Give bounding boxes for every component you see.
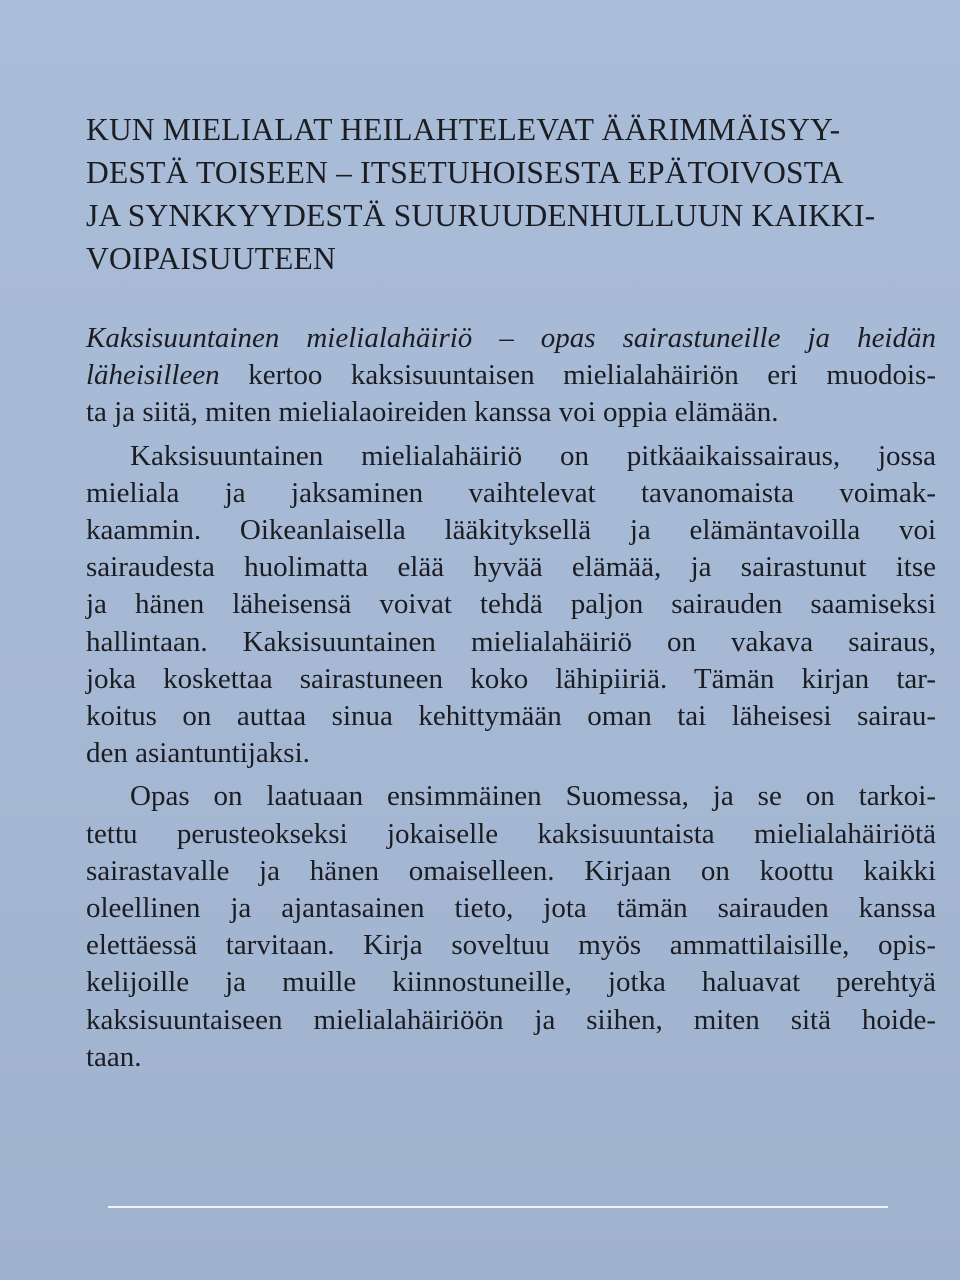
text-line: taan. bbox=[86, 1040, 142, 1073]
text-line: sairastavalle ja hänen omaiselleen. Kirjaan on koottu kaikki bbox=[86, 854, 936, 887]
text-line: tettu perusteokseksi jokaiselle kaksisuuntaista mielialahäiriötä bbox=[86, 817, 936, 850]
heading-line: VOIPAISUUTEEN bbox=[86, 241, 336, 276]
book-title-italic: läheisilleen bbox=[86, 359, 220, 392]
description-paragraph bbox=[86, 438, 936, 773]
text-line: hallintaan. Kaksisuuntainen mielialahäiriö on vakava sairaus, bbox=[86, 625, 936, 658]
blurb-body bbox=[86, 320, 936, 1076]
text-line: Opas on laatuaan ensimmäinen Suomessa, ja se on tarkoi- bbox=[130, 780, 936, 813]
text-line: elettäessä tarvitaan. Kirja soveltuu myös ammattilaisille, opis- bbox=[86, 929, 936, 962]
text-line: sairaudesta huolimatta elää hyvää elämää, ja sairastunut itse bbox=[86, 551, 936, 584]
audience-paragraph bbox=[86, 778, 936, 1076]
text-line: kelijoille ja muille kiinnostuneille, jotka haluavat perehtyä bbox=[86, 966, 936, 999]
text-line: ja hänen läheisensä voivat tehdä paljon sairauden saamiseksi bbox=[86, 588, 936, 621]
text-line: joka koskettaa sairastuneen koko lähipiiriä. Tämän kirjan tar- bbox=[86, 662, 936, 695]
text-line: Kaksisuuntainen mielialahäiriö on pitkäaikaissairaus, jossa bbox=[130, 439, 936, 472]
text-line: oleellinen ja ajantasainen tieto, jota tämän sairauden kanssa bbox=[86, 892, 936, 925]
text-line: koitus on auttaa sinua kehittymään oman tai läheisesi sairau- bbox=[86, 700, 936, 733]
heading-line: DESTÄ TOISEEN – ITSETUHOISESTA EPÄTOIVOSTA bbox=[86, 155, 844, 190]
blurb-heading bbox=[86, 108, 936, 280]
book-title-line: Kaksisuuntainen mielialahäiriö – opas sairastuneille ja heidän bbox=[86, 322, 936, 354]
text-line: den asiantuntijaksi. bbox=[86, 737, 310, 770]
text-line: kaammin. Oikeanlaisella lääkityksellä ja elämäntavoilla voi bbox=[86, 514, 936, 547]
heading-line: KUN MIELIALAT HEILAHTELEVAT ÄÄRIMMÄISYY- bbox=[86, 112, 841, 147]
text-fragment: kertoo kaksisuuntaisen mielialahäiriön eri muodois- bbox=[219, 359, 936, 392]
text-line bbox=[86, 357, 936, 394]
text-line: mieliala ja jaksaminen vaihtelevat tavanomaista voimak- bbox=[86, 476, 936, 509]
text-line: ta ja siitä, miten mielialaoireiden kanssa voi oppia elämään. bbox=[86, 396, 779, 429]
divider-line bbox=[108, 1206, 888, 1208]
heading-line: JA SYNKKYYDESTÄ SUURUUDENHULLUUN KAIKKI- bbox=[86, 198, 876, 233]
intro-paragraph bbox=[86, 320, 936, 432]
text-line: kaksisuuntaiseen mielialahäiriöön ja siihen, miten sitä hoide- bbox=[86, 1003, 936, 1036]
